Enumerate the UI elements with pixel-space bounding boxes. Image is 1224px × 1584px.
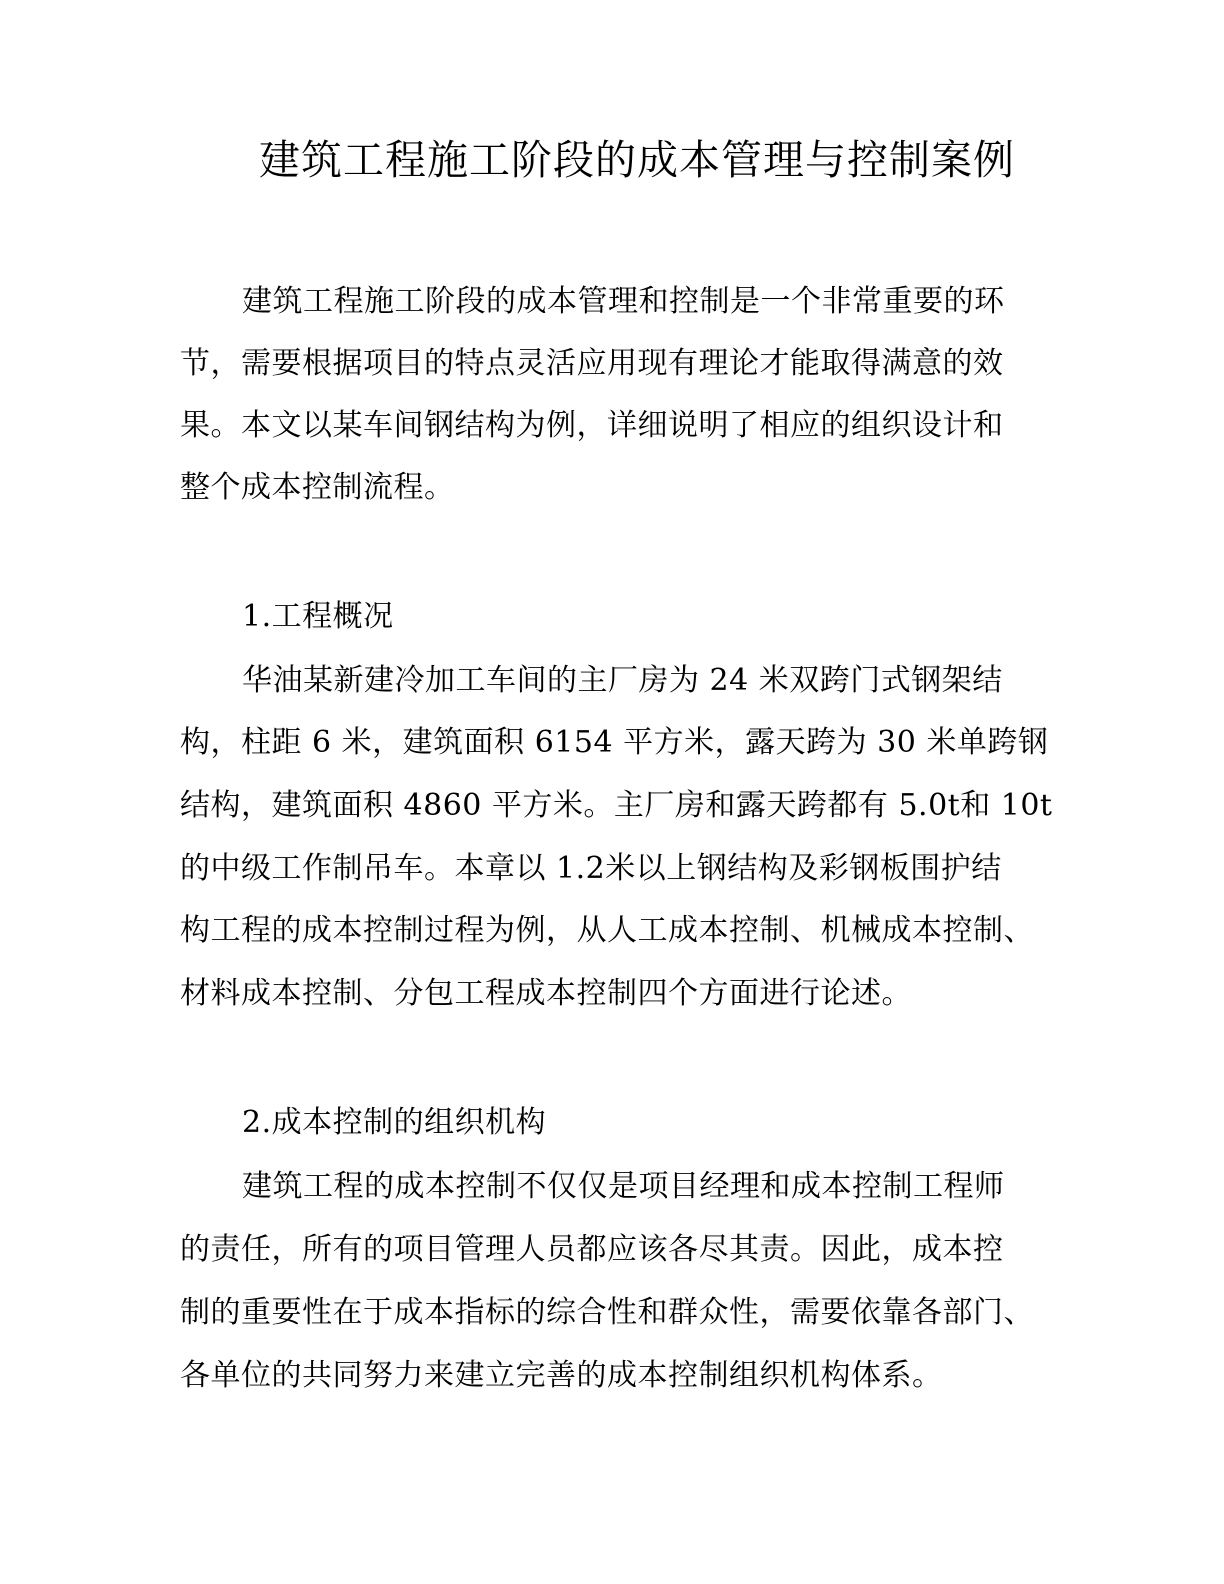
section-1-line-5: 构工程的成本控制过程为例，从人工成本控制、机械成本控制、 [180, 913, 1034, 948]
intro-line-1: 建筑工程施工阶段的成本管理和控制是一个非常重要的环 [242, 284, 1005, 319]
section-2-line-4: 各单位的共同努力来建立完善的成本控制组织机构体系。 [180, 1358, 943, 1393]
document-title: 建筑工程施工阶段的成本管理与控制案例 [259, 136, 1015, 184]
section-1-line-1: 华油某新建冷加工车间的主厂房为 24 米双跨门式钢架结 [242, 663, 1003, 698]
section-2-line-2: 的责任，所有的项目管理人员都应该各尽其责。因此，成本控 [180, 1232, 1004, 1267]
section-2-line-1: 建筑工程的成本控制不仅仅是项目经理和成本控制工程师 [242, 1169, 1005, 1204]
section-1-line-6: 材料成本控制、分包工程成本控制四个方面进行论述。 [180, 976, 912, 1011]
intro-line-3: 果。本文以某车间钢结构为例，详细说明了相应的组织设计和 [180, 408, 1004, 443]
section-1-line-3: 结构，建筑面积 4860 平方米。主厂房和露天跨都有 5.0t和 10t [180, 788, 1053, 823]
intro-line-2: 节，需要根据项目的特点灵活应用现有理论才能取得满意的效 [180, 346, 1004, 381]
section-2-line-3: 制的重要性在于成本指标的综合性和群众性，需要依靠各部门、 [180, 1295, 1034, 1330]
section-1-line-4: 的中级工作制吊车。本章以 1.2米以上钢结构及彩钢板围护结 [180, 851, 1002, 886]
section-2-heading: 2.成本控制的组织机构 [242, 1105, 547, 1140]
section-1-heading: 1.工程概况 [242, 599, 394, 634]
intro-line-4: 整个成本控制流程。 [180, 470, 455, 505]
section-1-line-2: 构，柱距 6 米，建筑面积 6154 平方米，露天跨为 30 米单跨钢 [180, 725, 1049, 760]
